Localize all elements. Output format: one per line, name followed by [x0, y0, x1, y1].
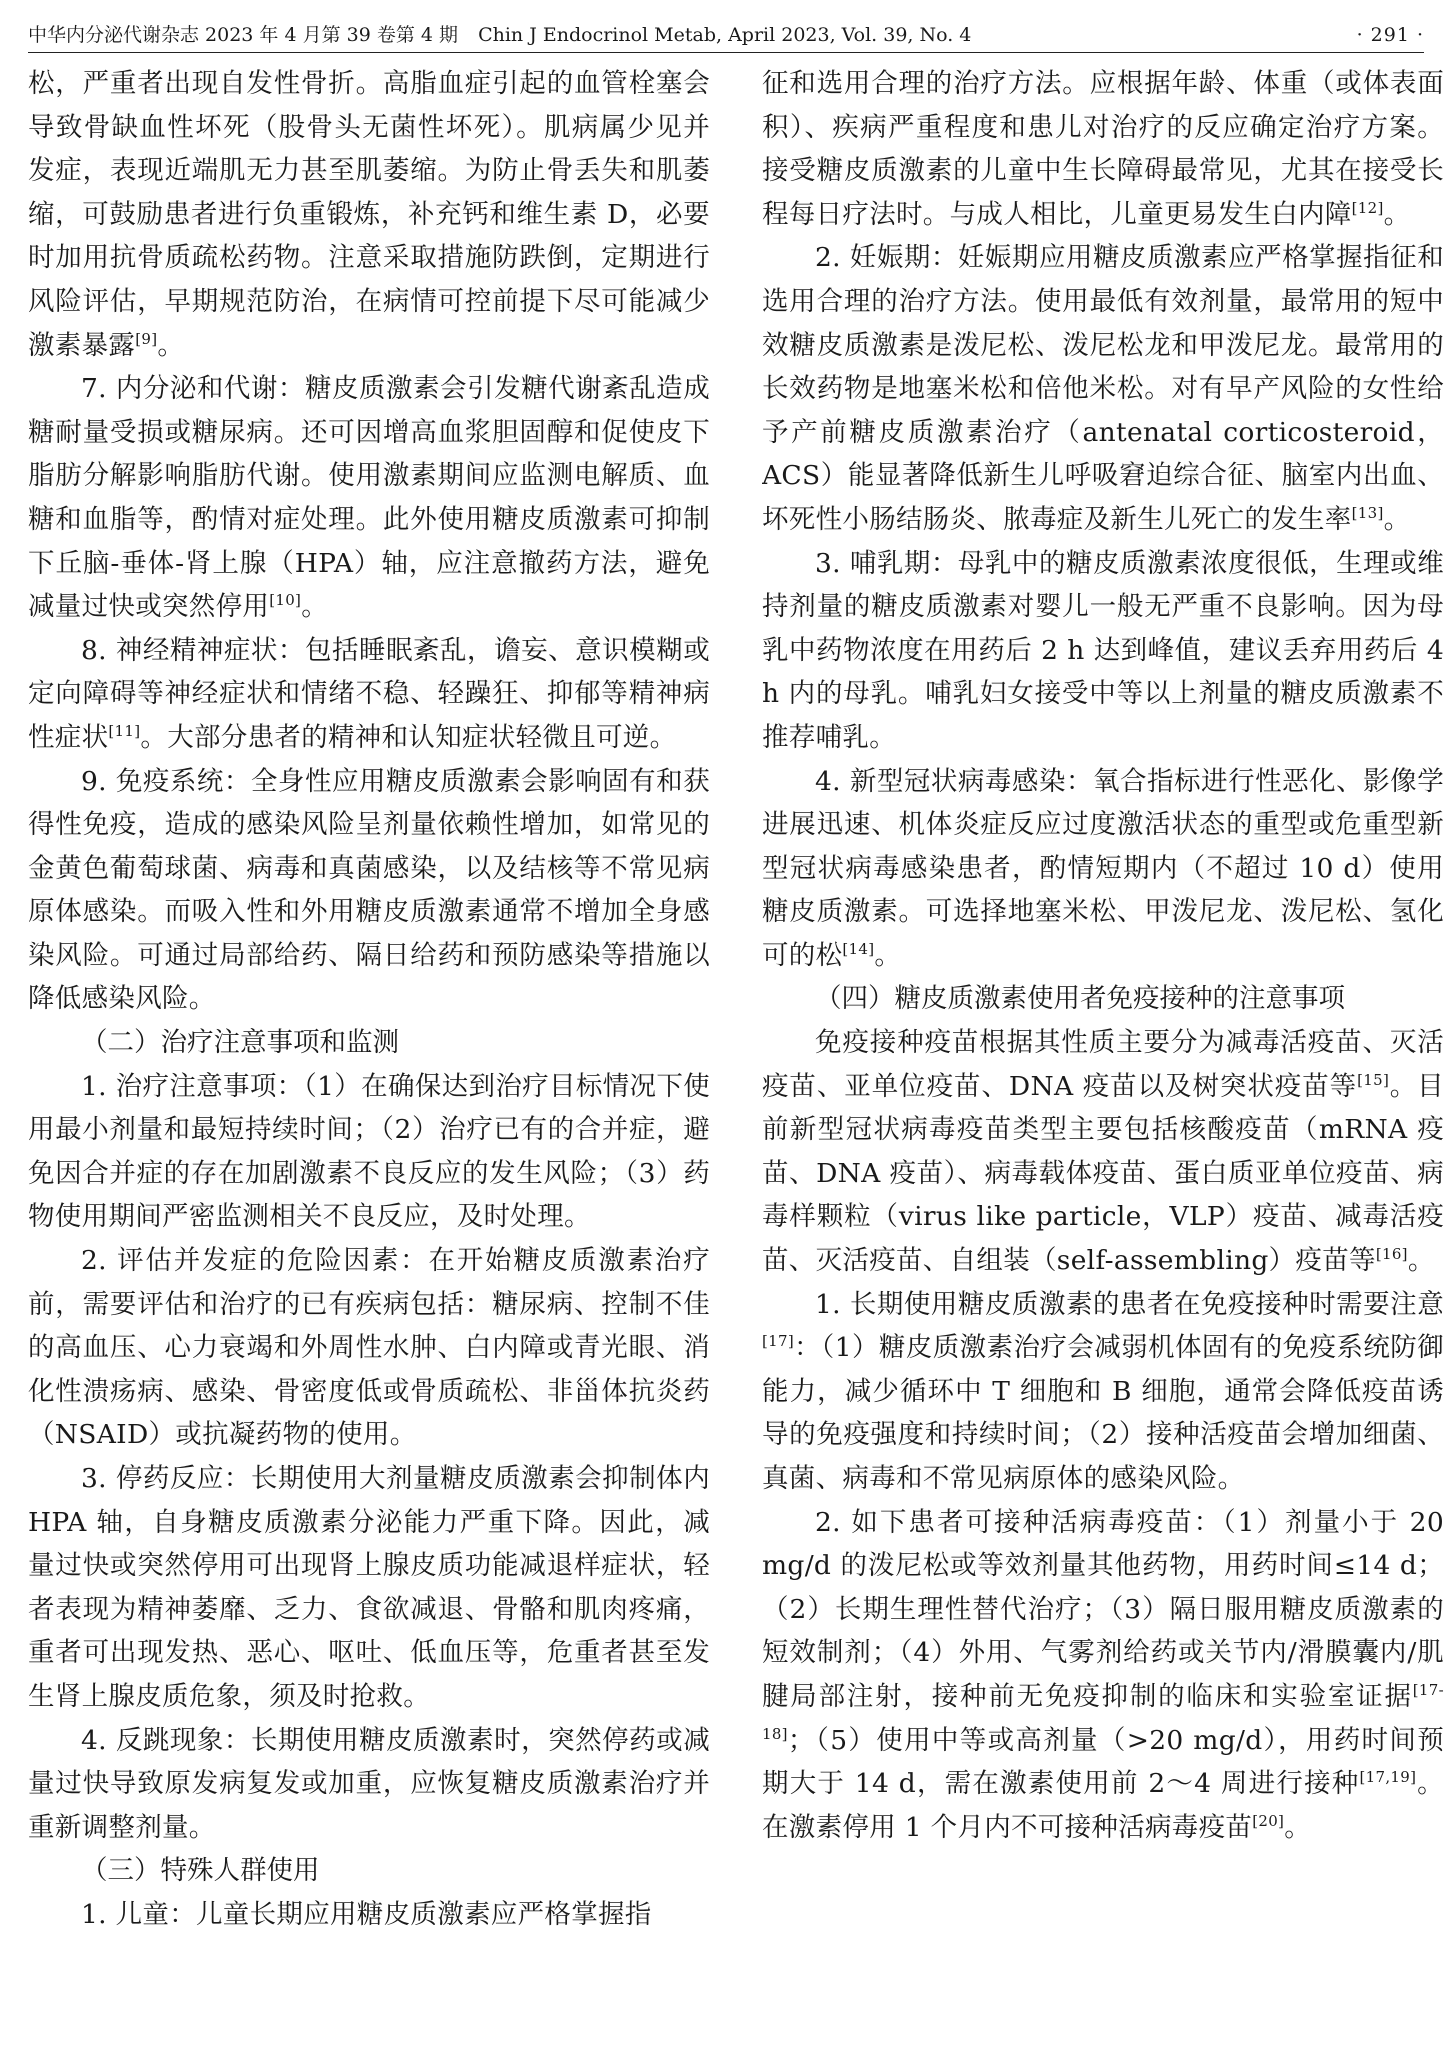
citation: [11]: [108, 722, 141, 741]
citation: [12]: [1351, 198, 1384, 217]
left-column: [28, 62, 710, 2037]
text: 。: [157, 329, 185, 361]
text: 4. 反跳现象：长期使用糖皮质激素时，突然停药或减量过快导致原发病复发或加重，应恢复糖皮质激素治疗并重新调整剂量。: [28, 1724, 710, 1843]
paragraph: [762, 542, 1444, 760]
text: 3. 停药反应：长期使用大剂量糖皮质激素会抑制体内 HPA 轴，自身糖皮质激素分泌能力严重下降。因此，减量过快或突然停用可出现肾上腺皮质功能减退样症状，轻者表现为精神萎靡、乏力、食欲减退、骨骼和肌肉疼痛，重者可出现发热、恶心、呕吐、低血压等，危重者甚至发生肾上腺皮质危象，须及时抢救。: [28, 1463, 710, 1712]
text: 。: [301, 591, 329, 623]
text: 。: [1407, 1245, 1435, 1277]
text: 1. 治疗注意事项：（1）在确保达到治疗目标情况下使用最小剂量和最短持续时间；（2）治疗已有的合并症，避免因合并症的存在加剧激素不良反应的发生风险；（3）药物使用期间严密监测相关不良反应，及时处理。: [28, 1070, 710, 1233]
citation: [14]: [842, 940, 875, 959]
text: 4. 新型冠状病毒感染：氧合指标进行性恶化、影像学进展迅速、机体炎症反应过度激活状态的重型或危重型新型冠状病毒感染患者，酌情短期内（不超过 10 d）使用糖皮质激素。可选择地塞米松、甲泼尼龙、泼尼松、氢化可的松: [762, 765, 1444, 971]
section-heading: （四）糖皮质激素使用者免疫接种的注意事项: [815, 983, 1345, 1015]
citation: [15]: [1357, 1070, 1390, 1089]
citation: [17-18]: [762, 1681, 1444, 1743]
text: 。: [1284, 1811, 1312, 1843]
paragraph: [762, 62, 1444, 236]
text: 征和选用合理的治疗方法。应根据年龄、体重（或体表面积）、疾病严重程度和患儿对治疗的反应确定治疗方案。接受糖皮质激素的儿童中生长障碍最常见，尤其在接受长程每日疗法时。与成人相比，儿童更易发生白内障: [762, 68, 1444, 230]
paragraph: [28, 1065, 710, 1239]
text: 免疫接种疫苗根据其性质主要分为减毒活疫苗、灭活疫苗、亚单位疫苗、DNA 疫苗以及树突状疫苗等: [762, 1027, 1444, 1102]
paragraph: [762, 1501, 1444, 1850]
text: 2. 评估并发症的危险因素：在开始糖皮质激素治疗前，需要评估和治疗的已有疾病包括：糖尿病、控制不佳的高血压、心力衰竭和外周性水肿、白内障或青光眼、消化性溃疡病、感染、骨密度低或骨质疏松、非甾体抗炎药（NSAID）或抗凝药物的使用。: [28, 1245, 710, 1451]
text: 1. 儿童：儿童长期应用糖皮质激素应严格掌握指: [81, 1898, 652, 1930]
paragraph: [28, 1457, 710, 1719]
citation: [17,19]: [1359, 1768, 1417, 1787]
citation: [20]: [1252, 1811, 1285, 1830]
section-heading: （二）治疗注意事项和监测: [81, 1027, 399, 1059]
text: 松，严重者出现自发性骨折。高脂血症引起的血管栓塞会导致骨缺血性坏死（股骨头无菌性坏死）。肌病属少见并发症，表现近端肌无力甚至肌萎缩。为防止骨丢失和肌萎缩，可鼓励患者进行负重锻炼，补充钙和维生素 D，必要时加用抗骨质疏松药物。注意采取措施防跌倒，定期进行风险评估，早期规范防治，在病情可控前提下尽可能减少激素暴露: [28, 68, 710, 361]
paragraph: [28, 367, 710, 629]
citation: [9]: [135, 329, 158, 348]
page-number: · 291 ·: [1356, 24, 1424, 46]
text: 1. 长期使用糖皮质激素的患者在免疫接种时需要注意: [815, 1288, 1444, 1320]
text: 。目前新型冠状病毒疫苗类型主要包括核酸疫苗（mRNA 疫苗、DNA 疫苗）、病毒载体疫苗、蛋白质亚单位疫苗、病毒样颗粒（virus like particle，VLP）疫苗、减毒活疫苗、灭活疫苗、自组装（self-assembling）疫苗等: [762, 1070, 1444, 1277]
text: 。大部分患者的精神和认知症状轻微且可逆。: [140, 721, 677, 753]
paragraph: [28, 62, 710, 367]
journal-citation: [28, 18, 971, 52]
paragraph: [762, 1021, 1444, 1283]
text: 2. 妊娠期：妊娠期应用糖皮质激素应严格掌握指征和选用合理的治疗方法。使用最低有效剂量，最常用的短中效糖皮质激素是泼尼松、泼尼松龙和甲泼尼龙。最常用的长效药物是地塞米松和倍他米松。对有早产风险的女性给予产前糖皮质激素治疗（antenatal corticosteroid，ACS）能显著降低新生儿呼吸窘迫综合征、脑室内出血、坏死性小肠结肠炎、脓毒症及新生儿死亡的发生率: [762, 242, 1444, 535]
paragraph: [28, 760, 710, 1022]
text: ：（1）糖皮质激素治疗会减弱机体固有的免疫系统防御能力，减少循环中 T 细胞和 B 细胞，通常会降低疫苗诱导的免疫强度和持续时间；（2）接种活疫苗会增加细菌、真菌、病毒和不常见病原体的感染风险。: [762, 1332, 1444, 1494]
text: 。: [1383, 198, 1411, 230]
text: 9. 免疫系统：全身性应用糖皮质激素会影响固有和获得性免疫，造成的感染风险呈剂量依赖性增加，如常见的金黄色葡萄球菌、病毒和真菌感染，以及结核等不常见病原体感染。而吸入性和外用糖皮质激素通常不增加全身感染风险。可通过局部给药、隔日给药和预防感染等措施以降低感染风险。: [28, 765, 710, 1015]
text: ；（5）使用中等或高剂量（>20 mg/d），用药时间预期大于 14 d，需在激素使用前 2～4 周进行接种: [762, 1724, 1444, 1800]
text: 。: [1383, 503, 1411, 535]
running-header: [28, 18, 1424, 53]
citation: [17]: [762, 1332, 794, 1351]
right-column: [762, 62, 1444, 2037]
text: 。: [874, 939, 902, 971]
citation: [16]: [1375, 1245, 1408, 1264]
paragraph: [762, 236, 1444, 541]
text: 。在激素停用 1 个月内不可接种活病毒疫苗: [762, 1768, 1444, 1843]
citation: [10]: [269, 591, 302, 610]
paragraph: [28, 1239, 710, 1457]
journal-name-en: Chin J Endocrinol Metab, April 2023, Vol. 39, No. 4: [478, 24, 972, 46]
paragraph: [762, 1283, 1444, 1501]
paragraph: [28, 1893, 710, 1937]
text: 3. 哺乳期：母乳中的糖皮质激素浓度很低，生理或维持剂量的糖皮质激素对婴儿一般无严重不良影响。因为母乳中药物浓度在用药后 2 h 达到峰值，建议丢弃用药后 4 h 内的母乳。哺乳妇女接受中等以上剂量的糖皮质激素不推荐哺乳。: [762, 547, 1444, 753]
text: 8. 神经精神症状：包括睡眠紊乱，谵妄、意识模糊或定向障碍等神经症状和情绪不稳、轻躁狂、抑郁等精神病性症状: [28, 634, 710, 753]
citation: [13]: [1351, 504, 1384, 523]
paragraph: [762, 760, 1444, 978]
section-heading: （三）特殊人群使用: [81, 1855, 320, 1887]
journal-name-cn: 中华内分泌代谢杂志 2023 年 4 月第 39 卷第 4 期: [28, 24, 459, 46]
text: 2. 如下患者可接种活病毒疫苗：（1）剂量小于 20 mg/d 的泼尼松或等效剂量其他药物，用药时间≤14 d；（2）长期生理性替代治疗；（3）隔日服用糖皮质激素的短效制剂；（4）外用、气雾剂给药或关节内/滑膜囊内/肌腱局部注射，接种前无免疫抑制的临床和实验室证据: [762, 1506, 1444, 1712]
paragraph: [28, 1719, 710, 1850]
paragraph: [28, 629, 710, 760]
text: 7. 内分泌和代谢：糖皮质激素会引发糖代谢紊乱造成糖耐量受损或糖尿病。还可因增高血浆胆固醇和促使皮下脂肪分解影响脂肪代谢。使用激素期间应监测电解质、血糖和血脂等，酌情对症处理。此外使用糖皮质激素可抑制下丘脑-垂体-肾上腺（HPA）轴，应注意撤药方法，避免减量过快或突然停用: [28, 373, 710, 623]
